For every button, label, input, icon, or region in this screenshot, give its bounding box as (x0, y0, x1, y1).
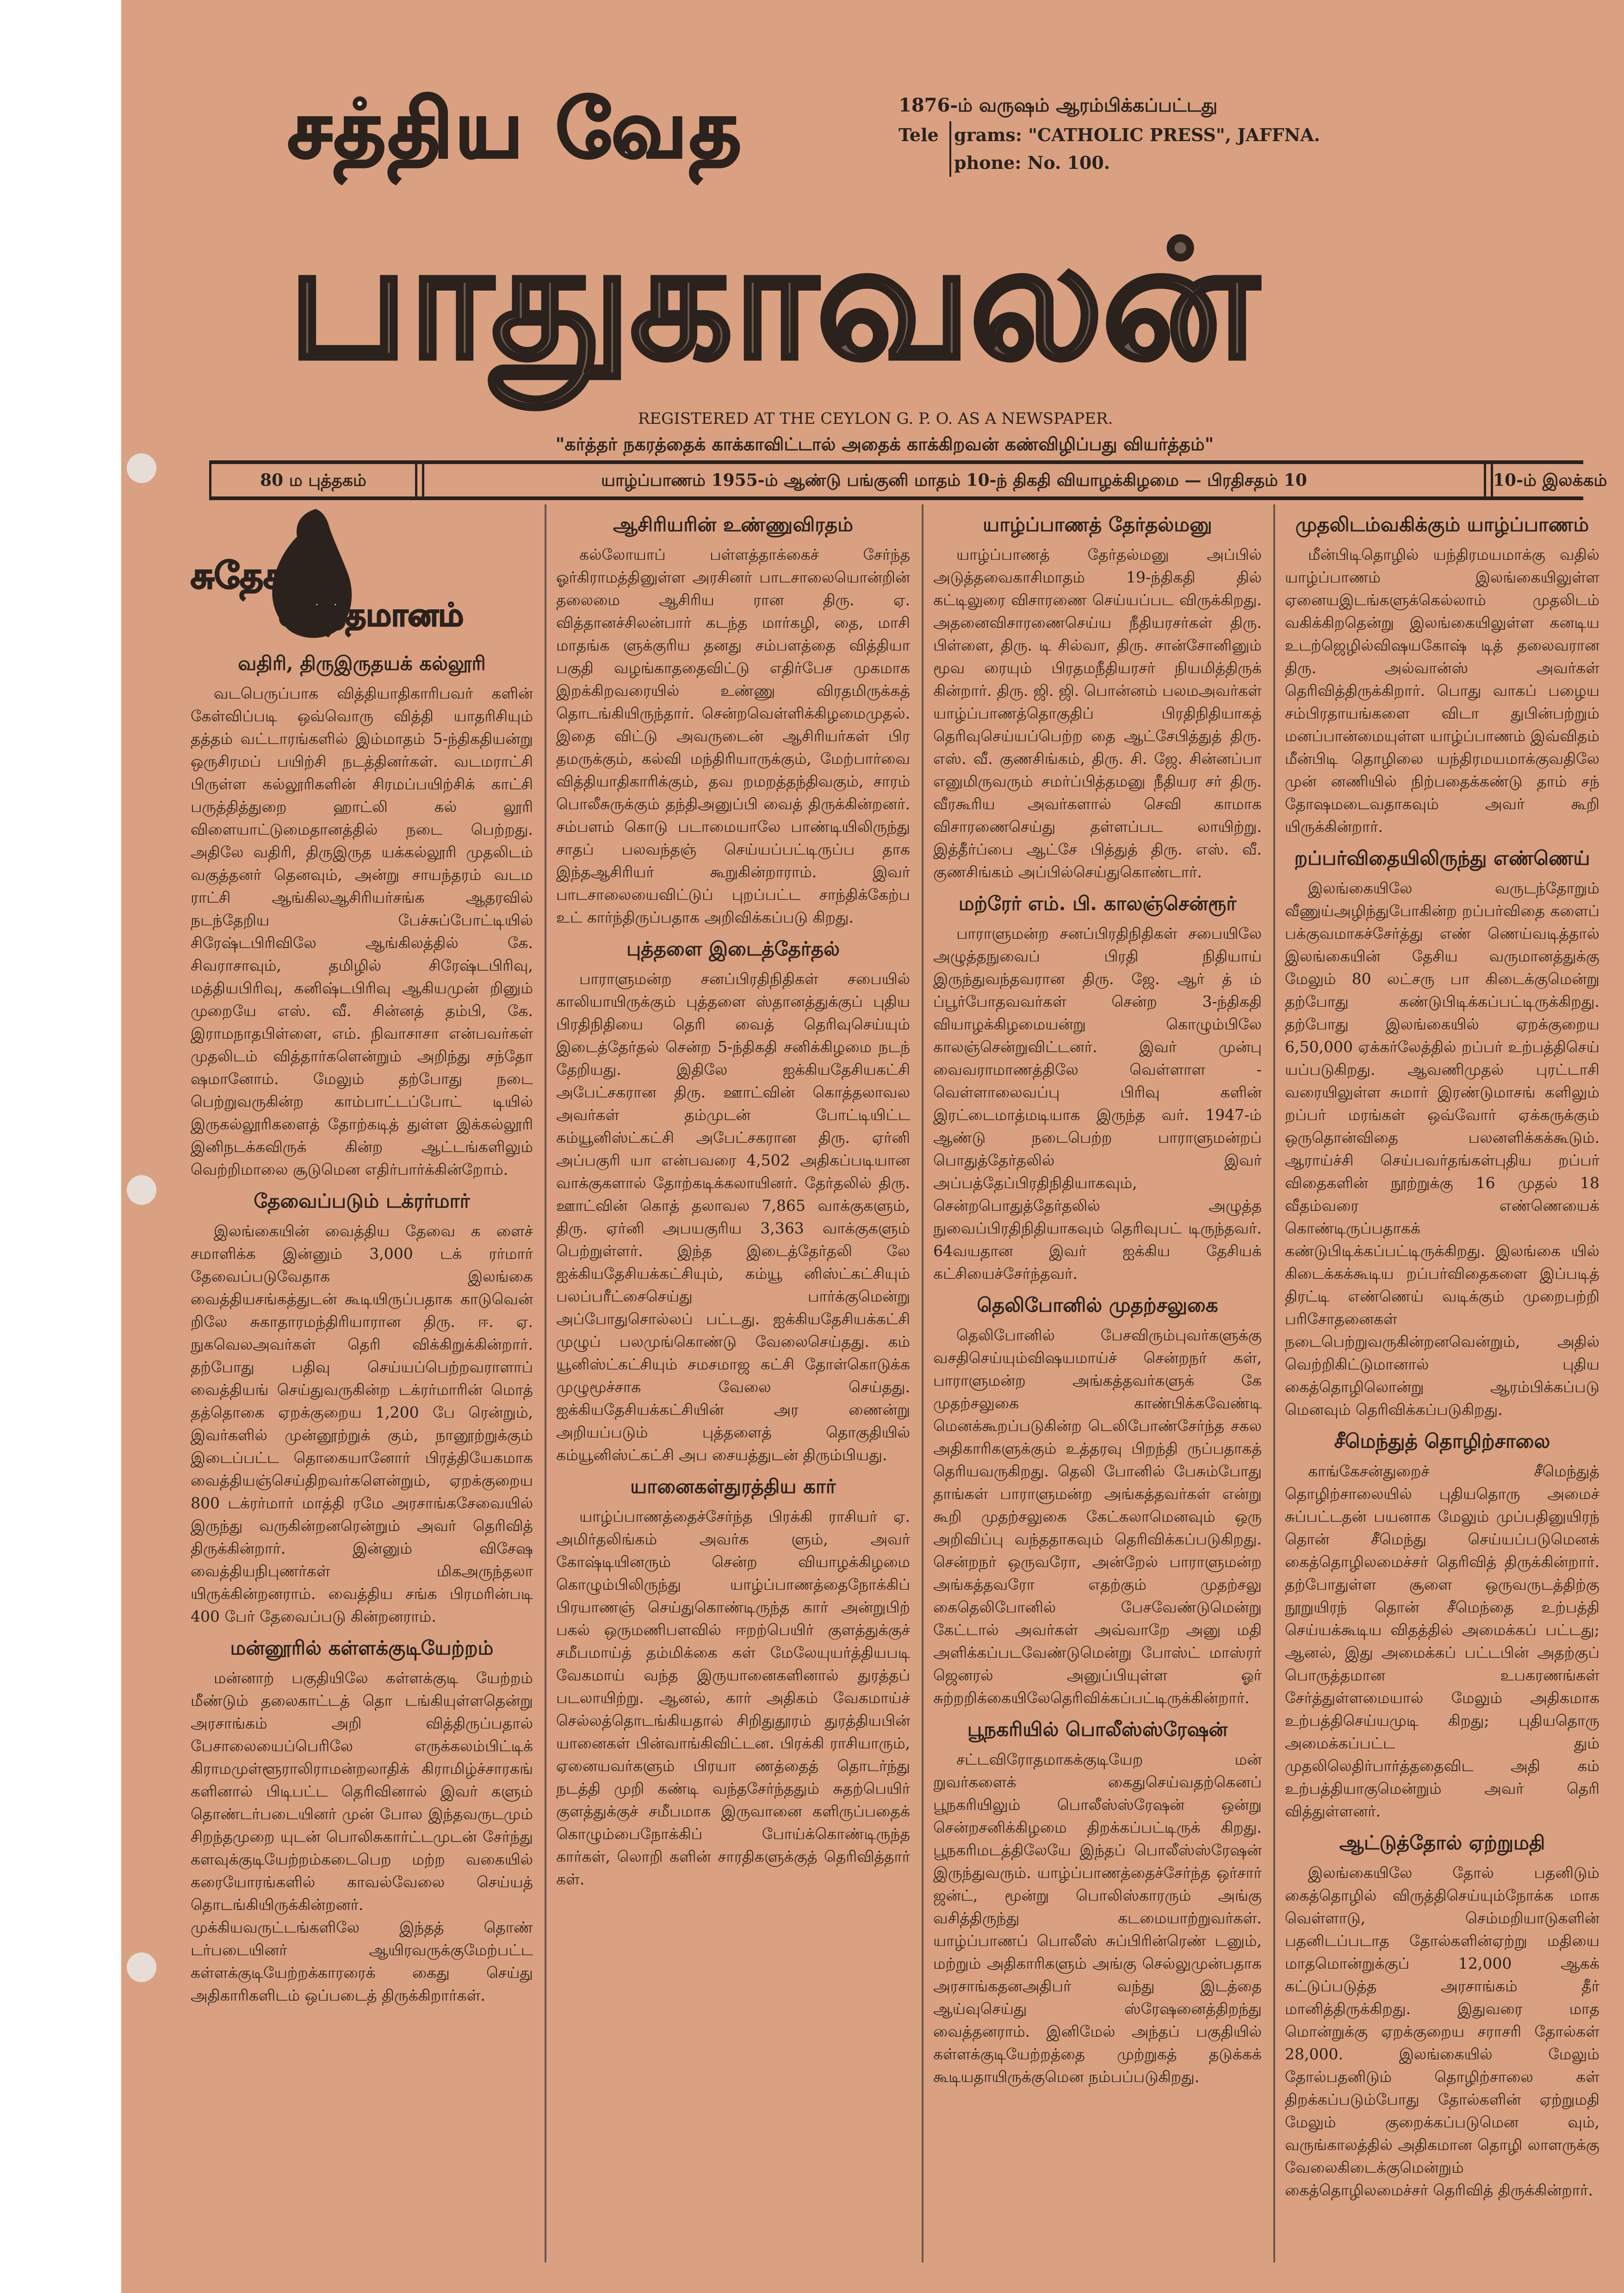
article-body: கல்லோயாப் பள்ளத்தாக்கைச் சேர்ந்த ஓர்கிராமத்தினுள்ள அரசினர் பாடசாலையொன்றின் தலைமை ஆசிரிய ரான திரு. ஏ. வித்தானச்சிலன்பார் கடந்த மார்கழி, தை, மாசி மாதங்க ளுக்குரிய தனது சம்பளத்தை வித்தியா பகுதி வழங்காததைவிட்டு எதிர்பேச முகமாக இறக்கிறவரையில் உண்ணு விரதமிருக்கத் தொடங்கியிருந்தார். சென்றவெள்ளிக்கிழமைமுதல். இதை விட்டு அவருடைன் ஆசிரியர்கள் பிர தமருக்கும், கல்வி மந்திரியாருக்கும், மேற்பார்வை வித்தியாதிகாரிக்கும், தவ றமறத்தந்திவகும், சாரம் பொலீசுருக்கும் தந்திஅனுப்பி வைத் திருக்கின்றனர். சம்பளம் கொடு படாமையாலே பாண்டியிலிருந்து சாதப் பலவந்தஞ் செய்யப்பட்டிருப்ப தாக இந்தஆசிரியர் கூறுகின்றாராம். இவர் பாடசாலையைவிட்டுப் புறப்பட்ட சாந்திக்கேற்ப உட் கார்ந்திருப்பதாக அறிவிக்கப்படு கிறது. (556, 545, 910, 926)
headline: புத்தளை இடைத்தேர்தல் (626, 937, 840, 960)
registration-line: REGISTERED AT THE CEYLON G. P. O. AS A NEWSPAPER. (638, 409, 1113, 428)
volume-label: 80 ம புத்தகம் (260, 471, 366, 490)
motto-line: "கர்த்தர் நகரத்தைக் காக்காவிட்டால் அதைக் காக்கிறவன் கண்விழிப்பது வியர்த்தம்" (555, 434, 1214, 454)
headline: மற்ரேர் எம். பி. காலஞ்சென்ரூர் (958, 892, 1237, 915)
article-body: தெலிபோனில் பேசவிரும்புவர்களுக்கு வசதிசெய்யும்விஷயமாய்ச் சென்றநர் கள், பாராளுமன்ற அங்கத்தவர்களுக் கே முதற்சலுகை காண்பிக்கவேண்டி மெனக்கூறப்படுகின்ற டெலிபோண்சேர்ந்த சகல அதிகாரிகளுக்கும் உத்தரவு பிறந்தி ருப்பதாகத் தெரியவருகிறது. தெலி போனில் பேசும்போது தாங்கள் பாராளுமன்ற அங்கத்தவர்கள் என்று கூறி முதற்சலுகை கேட்கலாமெனவும் ஒரு அறிவிப்பு வந்ததாகவும் தெரிவிக்கப்படுகிறது. சென்றநர் ஒருவரோ, அன்றேல் பாராளுமன்ற அங்கத்தவரோ எதற்கும் முதற்சலு கைதெலிபோனில் பேசவேண்டுமென்று கேட்டால் அவர்கள் அவ்வாறே அனு மதி அளிக்கப்படவேண்டுமென்று போஸ்ட் மாஸ்ரர் ஜெனரல் அனுப்பியுள்ள ஓர் சுற்றறிக்கையிலேதெரிவிக்கப்பட்டிருக்கின்றார். (933, 1326, 1262, 1707)
column-rule (1273, 504, 1275, 2262)
telegrams-line: grams: "CATHOLIC PRESS", JAFFNA. (949, 121, 1320, 149)
local-news-logo (191, 504, 533, 643)
telephone-line: phone: No. 100. (949, 149, 1110, 177)
column-rule (545, 504, 546, 2262)
article-body: யாழ்ப்பாணத்தைச்சேர்ந்த பிரக்கி ராசியர் ஏ. அமிர்தலிங்கம் அவர்க ளும், அவர் கோஷ்டியினரும் சென்ற வியாழக்கிழமை கொழும்பிலிருந்து யாழ்ப்பாணத்தைநோக்கிப் பிரயாணஞ் செய்துகொண்டிருந்த கார் அன்றுபிற் பகல் ஒருமணிபளவில் ஈறற்பெயிர் குளத்துக்குச் சமீபமாய்த் தம்மிக்கை கள் மேலேயுயர்த்தியபடி வேகமாய் வந்த இருயானைகளினால் துரத்தப் படலாயிற்று. ஆனல், கார் அதிகம் வேகமாய்ச் செல்லத்தொடங்கியதால் சிறிதுதூரம் துரத்தியபின் யானைகள் பின்வாங்கிவிட்டன. பிரக்கி ராசியாரும், ஏனையவர்களும் பிரயா ணத்தைத் தொடர்ந்து நடத்தி முறி கண்டி வந்தசேர்ந்ததும் சுதற்பெயிர் குளத்துக்குச் சமீபமாக இருவானை களிருப்பதைக் கொழும்பைநோக்கிப் போய்க்கொண்டிருந்த கார்கள், லொறி களின் சாரதிகளுக்குத் தெரிவித்தார் கள். (556, 1507, 910, 1888)
article-body: மீன்பிடிதொழில் யந்திரமயமாக்கு வதில் யாழ்ப்பாணம் இலங்கையிலுள்ள ஏனையஇடங்களுக்கெல்லாம் முதலிடம் வகிக்கிறதென்று இலங்கையிலுள்ள கனடிய உடற்ஜெழில்விஷயகோஷ் டித் தலைவரான திரு. அல்வான்ஸ் அவர்கள் தெரிவித்திருக்கிறார். பொது வாகப் பழைய சம்பிரதாயங்களை விடா துபின்பற்றும் மனப்பான்மையுள்ள யாழ்ப்பாணம் இவ்விதம் மீன்பிடி தொழிலை யந்திரமயமாக்குவதிலே முன் னணியில் நிற்பதைக்கண்டு தாம் சந் தோஷமடைவதாகவும் அவர் கூறி யிருக்கின்றார். (1285, 545, 1599, 836)
headline: முதலிடம்வகிக்கும் யாழ்ப்பாணம் (1295, 513, 1589, 536)
logo-text-bottom: வர்த்தமானம் (279, 597, 464, 633)
issue-label: 10-ம் இலக்கம் (1493, 471, 1607, 490)
article-body: மன்னாற் பகுதியிலே கள்ளக்குடி யேற்றம் மீண்டும் தலைகாட்டத் தொ டங்கியுள்ளதென்று அரசாங்கம் அறி வித்திருப்பதால் பேசாலையைப்பெரிலே எருக்கலம்பிட்டிக் கிராமமுள்ளூராலிராமன்றலாதிக் கிராமிழ்ச்சாரகங் களினால் பிடிபட்ட தெரிவினால் இவர் களும் தொண்டர்படையினர் முன் போல இந்தவருடமும் சிறந்தமுறை யுடன் பொலிசுகார்ட்டமுடன் சேர்ந்து களவுக்குடியேற்றம்கடைபெற மற்ற வகையில் கரையோரங்களில் காவல்வேலை செய்யத் தொடங்கியிருக்கின்றனர். முக்கியவருட்டங்களிலே இந்தத் தொண் டர்படையினர் ஆயிரவருக்குமேற்பட்ட கள்ளக்குடியேற்றக்காரரைக் கைது செய்து அதிகாரிகளிடம் ஒப்படைத் திருக்கிறார்கள். (191, 1669, 533, 2004)
headline: றப்பர்விதையிலிருந்து எண்ணெய் (1294, 847, 1590, 869)
column-4 (1285, 504, 1599, 2272)
column-1 (191, 504, 533, 2272)
column-3 (933, 504, 1262, 2272)
masthead-nameplate: பாதுகாவலன் (288, 206, 1257, 395)
dateline-bar (209, 460, 1607, 500)
article-body: இலங்கையிலே தோல் பதனிடும் கைத்தொழில் விருத்திசெய்யும்நோக்க மாக வெள்ளாடு, செம்மறியாடுகளின் பதனிடப்படாத தோல்களின்ஏற்று மதியை மாதமொன்றுக்குப் 12,000 ஆகக் கட்டுப்படுத்த அரசாங்கம் தீர் மானித்திருக்கிறது. இதுவரை மாத மொன்றுக்கு ஏறக்குறைய சராசரி தோல்கள் 28,000. இலங்கையில் மேலும் தோல்பதனிடும் தொழிற்சாலை கள் திறக்கப்படும்போது தோல்களின் ஏற்றுமதி மேலும் குறைக்கப்படுமென வும், வருங்காலத்தில் அதிகமான தொழி லாளருக்கு வேலைகிடைக்குமென்றும் கைத்தொழிலமைச்சர் தெரிவித் திருக்கின்றார். (1285, 1864, 1599, 2199)
headline: தெலிபோனில் முதற்சலுகை (977, 1294, 1218, 1316)
logo-text-top: சுதேச (191, 555, 284, 597)
date-label: யாழ்ப்பாணம் 1955-ம் ஆண்டு பங்குனி மாதம் 10-ந் திகதி வியாழக்கிழமை — பிரதிசதம் 10 (601, 471, 1307, 490)
article-body: பாராளுமன்ற சனப்பிரதிநிதிகள் சபையிலே அழுத்தநுவைப் பிரதி நிதியாய் இருந்துவந்தவரான திரு. ஜே. ஆர் த் ம் ப்பூர்போதவவர்கள் சென்ற 3-ந்திகதி வியாழக்கிழமையன்று கொழும்பிலே காலஞ்சென்றுவிட்டனர். இவர் முன்பு வைவராமாணத்திலே வெள்ளாள - வெள்ளாலைவப்பு பிரிவு களின் இரட்டைமாத்மடியாக இருந்த வர். 1947-ம் ஆண்டு நடைபெற்ற பாராளுமன்றப் பொதுத்தேர்தலில் இவர் அப்பத்தேப்பிரதிநிதியாகவும், சென்றபொதுத்தேர்தலில் அழுத்த நுவைப்பிரதிநிதியாகவும் தெரிவுபட் டிருந்தவர். 64வயதான இவர் ஐக்கிய தேசியக் கட்சியைச்சேர்ந்தவர். (933, 924, 1262, 1283)
headline: வதிரி, திருஇருதயக் கல்லூரி (238, 652, 486, 675)
article-body: இலங்கையிலே வருடந்தோறும் வீணுய்அழிந்துபோகின்ற றப்பர்விதை களைப் பக்குவமாகச்சேர்த்து எண் ணெய்வடித்தால் இலங்கையின் தேசிய வருமானத்துக்கு மேலும் 80 லட்சரு பா கிடைக்குமென்று தற்போது கண்டுபிடிக்கப்பட்டிருக்கிறது. தற்போது இலங்கையில் ஏறக்குறைய 6,50,000 ஏக்கர்லேத்தில் றப்பர் உற்பத்திசெய் யப்படுகிறது. ஆவணிமுதல் புரட்டாசி வரையிலுள்ள சுமார் இரண்டுமாசங் களிலும் றப்பர் மரங்கள் ஒவ்வோர் ஏக்கருக்கும் ஒருதொன்விதை பலனளிக்கக்கூடும். ஆராய்ச்சி செய்பவர்தங்கள்புதிய றப்பர் விதைகளின் நூற்றுக்கு 16 முதல் 18 வீதம்வரை எண்ணெயைக் கொண்டிருப்பதாகக் கண்டுபிடிக்கப்பட்டிருக்கிறது. இலங்கை யில் கிடைக்கக்கூடிய றப்பர்விதைகளை இப்படித் திரட்டி எண்ணெய் வடிக்கும் முறைபற்றி பரிசோதனைகள் நடைபெற்றுவருகின்றனவென்றும், அதில் வெற்றிகிட்டுமானால் புதிய கைத்தொழிலொன்று ஆரம்பிக்கப்படு மெனவும் தெரிவிக்கப்படுகிறது. (1285, 879, 1599, 1419)
masthead-kicker: சத்திய வேத (288, 84, 744, 175)
binding-hole (127, 1952, 156, 1982)
headline: சீமெந்துத் தொழிற்சாலை (1334, 1430, 1550, 1452)
headline: தேவைப்படும் டக்ரர்மார் (254, 1190, 470, 1212)
article-body: இலங்கையின் வைத்திய தேவை க ளைச் சமாளிக்க இன்னும் 3,000 டக் ரர்மார் தேவைப்படுவேதாக இலங்கை வைத்தியசங்கத்துடன் கூடியிருப்பதாக காடுவென் றிலே சுகாதாரமந்திரியாரான திரு. ஈ. ஏ. நுகவெலஅவர்கள் தெரி விக்கிறுக்கின்றார். தற்போது பதிவு செய்யப்பெற்றவராளாப் வைத்தியங் செய்துவருகின்ற டக்ரர்மாரின் மொத் தத்தொகை ஏறக்குறைய 1,200 பே ரென்றும், இவர்களில் முன்னூற்றுக் கும், நானூற்றுக்கும் இடைப்பட்ட தொகையானோர் பிரத்தியேகமாக வைத்தியஞ்செய்திறவர்களென்றும், ஏறக்குறைய 800 டக்ரர்மார் மாத்தி ரமே அரசாங்கசேவையில் இருந்து வருகின்றனரென்றும் அவர் தெரிவித் திருக்கின்றார். இன்னும் விசேஷ வைத்தியநிபுணர்கள் மிகஅருந்தலா யிருக்கின்றனராம். வைத்திய சங்க பிரமரின்படி 400 பேர் தேவைப்படு கின்றனராம். (191, 1222, 533, 1625)
headline: யானைகள்துரத்திய கார் (630, 1475, 836, 1498)
binding-hole (127, 1175, 156, 1205)
column-2 (556, 504, 910, 2272)
newspaper-page (121, 0, 1624, 2293)
headline: ஆட்டுத்தோல் ஏற்றுமதி (1339, 1831, 1545, 1854)
headline: ஆசிரியரின் உண்ணுவிரதம் (613, 513, 853, 536)
column-rule (922, 504, 924, 2262)
article-body: காங்கேசன்துறைச் சீமெந்துத் தொழிற்சாலையில் புதியதொரு அமைச் சுப்பட்டதன் பயனாக மேலும் முப்பதினுயிரந் தொன் சீமெந்து செய்யப்படுமெனக் கைத்தொழிலமைச்சர் தெரிவித் திருக்கின்றார். தற்போதுள்ள சூளை ஒருவருடத்திற்கு நூறுயிரந் தொன் சீமெந்தை உற்பத்தி செய்யக்கூடிய விதத்தில் அமைக்கப் பட்டது; ஆனல், இது அமைக்கப் பட்டபின் அதற்குப் பொருத்தமான உபகரணங்கள் சேர்த்துள்ளமையால் மேலும் அதிகமாக உற்பத்திசெய்யமுடி கிறது; புதியதொரு அமைக்கப்பட்ட தும் முதலிலெதிர்பார்த்ததைவிட அதி கம் உற்பத்தியாகுமென்றும் அவர் தெரி வித்துள்ளனர். (1285, 1462, 1599, 1820)
article-body: யாழ்ப்பாணத் தேர்தல்மனு அப்பில் அடுத்தவைகாசிமாதம் 19-ந்திகதி தில் கட்டிலுரை விசாரணை செய்யப்பட விருக்கிறது. அதனைவிசாரணைசெய்ய நீதியரசர்கள் திரு. பிள்ளை, திரு. டி சில்வா, திரு. சான்சோனினும் மூவ ரையும் பிரதமநீதியரசர் நியமித்திருக் கின்றார். திரு. ஜி. ஜி. பொன்னம் பலமஅவர்கள் யாழ்ப்பாணத்தொகுதிப் பிரதிநிதியாகத் தெரிவுசெய்யப்பெற்ற தை ஆட்சேபித்துத் திரு. எஸ். வீ. குணசிங்கம், திரு. சி. ஜே. சின்னப்பா எனுமிருவரும் சமர்ப்பித்தமனு நீதியர சர் திரு. வீரகூரிய அவர்களால் செவி காமாக விசாரணைசெய்து தள்ளப்பட லாயிற்று. இத்தீர்ப்பை ஆட்சே பித்துத் திரு. எஸ். வீ. குணசிங்கம் அப்பில்செய்துகொண்டார். (933, 545, 1262, 881)
tele-label: Tele (899, 124, 939, 145)
headline: மன்னூரில் கள்ளக்குடியேற்றம் (230, 1636, 494, 1659)
headline: பூநகரியில் பொலீஸ்ஸ்ரேஷன் (967, 1718, 1228, 1741)
headline: யாழ்ப்பாணத் தேர்தல்மனு (983, 513, 1212, 536)
article-body: சட்டவிரோதமாகக்குடியேற மன் றுவர்களைக் கைதுசெய்வதற்கெனப் பூநகரியிலும் பொலீஸ்ஸ்ரேஷன் ஒன்று சென்றசனிக்கிழமை திறக்கப்பட்டிருக் கிறது. பூநகரிமடத்திலேயே இந்தப் பொலீஸ்ஸ்ரேஷன் இருந்துவரும். யாழ்ப்பாணத்தைச்சேர்ந்த ஒர்சார் ஜன்ட், மூன்று பொலிஸ்காரரும் அங்கு வசித்திருந்து கடமையாற்றுவர்கள். யாழ்ப்பாணப் பொலீஸ் சுப்பிரின்ரெண் டனும், மற்றும் அதிகாரிகளும் அங்கு செல்லுமுன்பதாக அரசாங்கதனஅதிபர் வந்து இடத்தை ஆய்வுசெய்து ஸ்ரேஷனைத்திறந்து வைத்தனராம். இனிமேல் அந்தப் பகுதியில் கள்ளக்குடியேற்றத்தை முற்றுகத் தடுக்கக் கூடியதாயிருக்குமென நம்பப்படுகிறது. (933, 1750, 1262, 2086)
binding-hole (127, 453, 156, 483)
article-body: வடபெருப்பாக வித்தியாதிகாரிபவர் களின் கேள்விப்படி ஒவ்வொரு வித்தி யாதரிசியும் தத்தம் வட்டாரங்களில் இம்மாதம் 5-ந்திகதியன்று ஒருசிரமப் பயிற்சி நடத்தினர்கள். வடமராட்சி பிருள்ள கல்லூரிகளின் சிரமப்பயிற்சிக் காட்சி பருத்தித்துறை ஹாட்லி கல் லூரி விளையாட்டுமைதானத்தில் நடை பெற்றது. அதிலே வதிரி, திருஇருத யக்கல்லூரி முதலிடம் வகுத்தனர் தெனவும், அன்று சாயந்தரம் வடம ராட்சி ஆங்கிலஆசிரியர்சங்க ஆதரவில் நடந்தேறிய பேச்சுப்போட்டியில் சிரேஷ்டபிரிவிலே ஆங்கிலத்தில் கே. சிவராசாவும், தமிழில் சிரேஷ்டபிரிவு, மத்தியபிரிவு, கனிஷ்டபிரிவு ஆகியமுன் றினும் முறையே எஸ். வீ. சின்னத் தம்பி, கே. இராமநாதபிள்ளை, எம். நிவாசாசா என்பவர்கள் முதலிடம் வித்தார்களென்றும் அறிந்து சந்தோ ஷமானோம். மேலும் தற்போது நடை பெற்றுவருகின்ற காம்பாட்டப்போட் டியில் இருகல்லூரிகளைத் தோற்கடித் துள்ள இக்கல்லூரி இனிநடக்கவிருக் கின்ற ஆட்டங்களிலும் வெற்றிமாலை சூடுமென எதிர்பார்க்கின்றோம். (191, 684, 533, 1178)
contact-block (899, 121, 1500, 181)
established-note: 1876-ம் வருஷம் ஆரம்பிக்கப்பட்டது (899, 94, 1218, 116)
article-body: பாராளுமன்ற சனப்பிரதிநிதிகள் சபையில் காலியாயிருக்கும் புத்தளை ஸ்தானத்துக்குப் புதிய பிரதிநிதியை தெரி வைத் தெரிவுசெய்யும் இடைத்தேர்தல் சென்ற 5-ந்திகதி சனிக்கிழமை நடந் தேறியது. இதிலே ஐக்கியதேசியகட்சி அபேட்சகரான திரு. ஊாட்வின் கொத்தலாவல அவர்கள் தம்முடன் போட்டியிட்ட கம்யூனிஸ்ட்கட்சி அபேட்சகரான திரு. ஏர்னி அப்பகுரி யா என்பவரை 4,502 அதிகப்படியான வாக்குகளால் தோற்கடிக்கலாயினர். தேர்தலில் திரு. ஊாட்வின் கொத் தலாவல 7,865 வாக்குகளும், திரு. ஏர்னி அபயகுரிய 3,363 வாக்குகளும் பெற்றுள்ளர். இந்த இடைத்தேர்தலி லே ஐக்கியதேசியக்கட்சியும், கம்யூ னிஸ்ட்கட்சியும் பலப்பரீட்சைசெய்து பார்க்குமென்று அப்போதுசொல்லப் பட்டது. ஐக்கியதேசியக்கட்சி முழுப் பலமுங்கொண்டு வேலைசெய்தது. கம் யூனிஸ்ட்கட்சியும் சமசமாஜ கட்சி தோள்கொடுக்க முழுமூச்சாக வேலை செய்தது. ஐக்கியதேசியக்கட்சியின் அர ணைன்று அறியப்படும் புத்தளைத் தொகுதியில் கம்யூனிஸ்ட்கட்சி அப சையத்துடன் திரும்பியது. (556, 970, 910, 1464)
